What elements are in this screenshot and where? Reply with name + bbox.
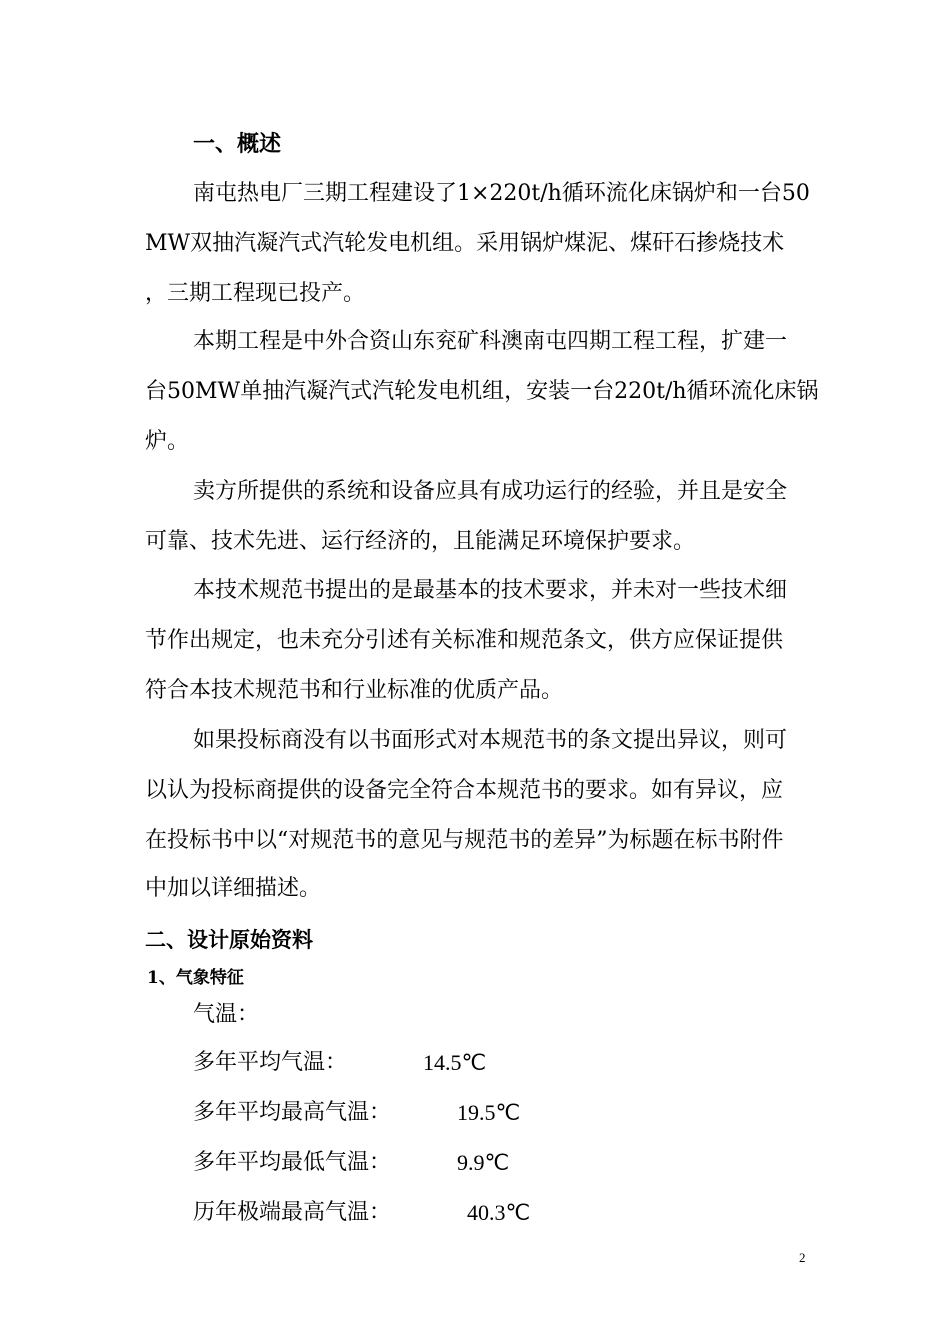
paragraph-line: 可靠、技术先进、运行经济的，且能满足环境保护要求。 bbox=[145, 529, 696, 554]
climate-item-label: 多年平均气温： bbox=[193, 1050, 348, 1075]
climate-item-value: 40.3℃ bbox=[467, 1200, 531, 1225]
climate-item-value: 19.5℃ bbox=[457, 1100, 521, 1125]
climate-item-label: 多年平均最低气温： bbox=[193, 1150, 392, 1175]
paragraph-line: 以认为投标商提供的设备完全符合本规范书的要求。如有异议，应 bbox=[145, 778, 784, 803]
subsection-heading-climate: 1、气象特征 bbox=[147, 968, 244, 988]
paragraph-line: ，三期工程现已投产。 bbox=[145, 281, 366, 306]
paragraph-line: 符合本技术规范书和行业标准的优质产品。 bbox=[145, 678, 564, 703]
climate-item-label: 历年极端最高气温： bbox=[193, 1200, 392, 1225]
section-heading-design-data: 二、设计原始资料 bbox=[145, 927, 313, 952]
section-heading-overview: 一、概述 bbox=[193, 131, 282, 157]
paragraph-line: 南屯热电厂三期工程建设了1×220t/h循环流化床锅炉和一台50 bbox=[193, 181, 810, 206]
paragraph-line: 本技术规范书提出的是最基本的技术要求，并未对一些技术细 bbox=[193, 578, 788, 603]
paragraph-line: 中加以详细描述。 bbox=[145, 876, 322, 901]
paragraph-line: 如果投标商没有以书面形式对本规范书的条文提出异议，则可 bbox=[193, 728, 788, 753]
climate-item-value: 14.5℃ bbox=[423, 1050, 487, 1075]
paragraph-line: 卖方所提供的系统和设备应具有成功运行的经验，并且是安全 bbox=[193, 479, 788, 504]
climate-item-value: 9.9℃ bbox=[457, 1150, 510, 1175]
climate-item-label: 多年平均最高气温： bbox=[193, 1100, 392, 1125]
paragraph-line: 节作出规定，也未充分引述有关标准和规范条文，供方应保证提供 bbox=[145, 628, 784, 653]
page-number: 2 bbox=[799, 1250, 806, 1265]
paragraph-line: MW双抽汽凝汽式汽轮发电机组。采用锅炉煤泥、煤矸石掺烧技术 bbox=[145, 231, 785, 256]
temperature-intro: 气温： bbox=[193, 1002, 260, 1027]
paragraph-line: 本期工程是中外合资山东兖矿科澳南屯四期工程工程，扩建一 bbox=[193, 329, 788, 354]
paragraph-line: 台50MW单抽汽凝汽式汽轮发电机组，安装一台220t/h循环流化床锅 bbox=[145, 379, 819, 404]
paragraph-line: 炉。 bbox=[145, 429, 190, 454]
paragraph-line: 在投标书中以“对规范书的意见与规范书的差异”为标题在标书附件 bbox=[145, 828, 784, 853]
